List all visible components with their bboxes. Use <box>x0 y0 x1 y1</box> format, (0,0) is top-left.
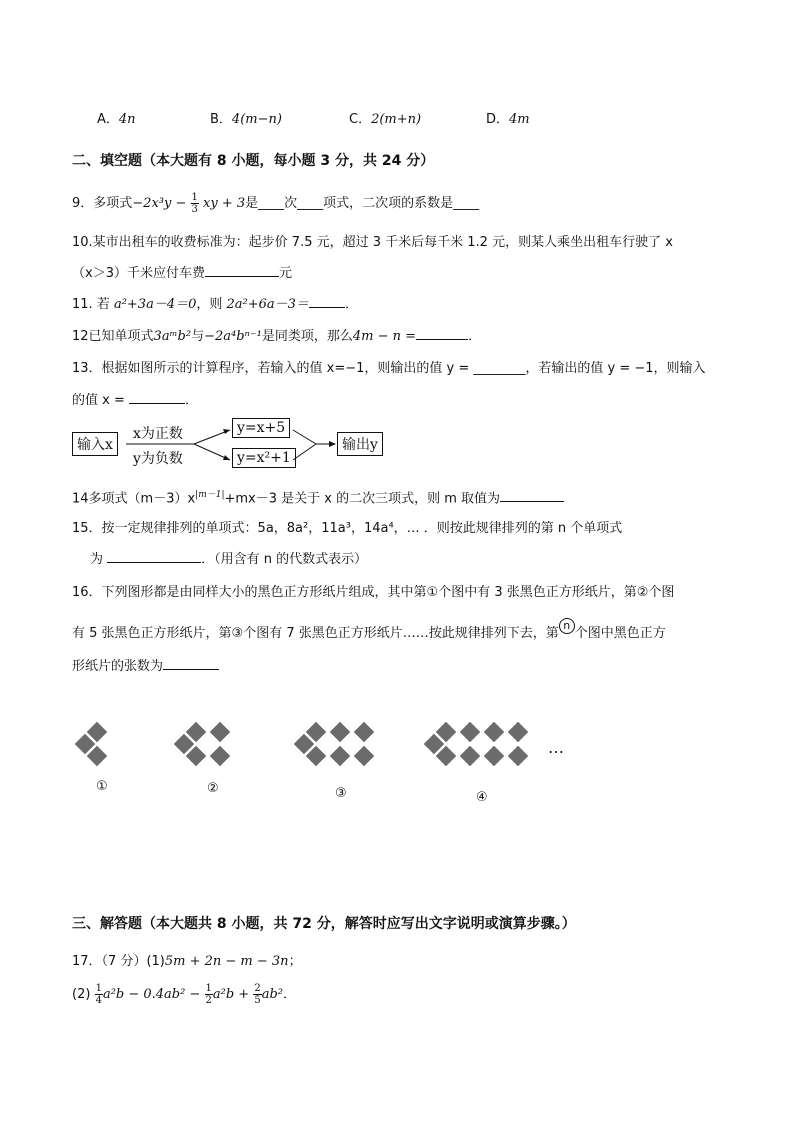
question-17-part2: (2) $\frac{1}{4}$ a²b − 0.4ab² − $\frac{1}{2}$ a²b + $\frac{2}{5}$ ab²． <box>72 983 297 1006</box>
answer-blank <box>107 550 201 563</box>
question-15-line2: 为 ．（用含有 n 的代数式表示） <box>90 552 368 567</box>
black-square-4 <box>459 721 481 743</box>
fraction: $\frac{1}{2}$ <box>205 983 212 1006</box>
flow-arrows <box>0 0 794 500</box>
choice-b: B．4(m−n) <box>210 112 282 127</box>
fraction: $\frac{1}{3}$ <box>191 192 198 215</box>
figure-label-2: ② <box>207 781 219 796</box>
question-13-line1: 13．根据如图所示的计算程序，若输入的值 x=−1，则输出的值 y = ________，若输出的值 y = −1，则输入 <box>72 361 706 376</box>
choice-d: D．4m <box>486 112 530 127</box>
flow-output-box: 输出y <box>337 432 383 456</box>
arrowhead-down <box>223 455 230 460</box>
question-15-line1: 15．按一定规律排列的单项式：5a，8a²，11a³，14a⁴，… ．则按此规律排列的第 n 个单项式 <box>72 521 623 536</box>
black-square-4 <box>483 721 505 743</box>
question-17-part1: 17．（7 分）(1)5m + 2n − m − 3n； <box>72 954 302 969</box>
question-16-line1: 16．下列图形都是由同样大小的黑色正方形纸片组成，其中第①个图中有 3 张黑色正方形纸片，第②个图 <box>72 585 675 600</box>
flow-line-merge-top <box>293 430 316 444</box>
question-14: 14多项式$(m-3)x^{|m-1|}+mx-3$ 是关于 x 的二次三项式，则 m 取值为 <box>72 487 564 506</box>
flow-cond-negative: y为负数 <box>133 451 183 467</box>
black-square-2 <box>209 745 231 767</box>
question-11: 11. 若 a²+3a－4＝0，则 2a²+6a－3＝ ． <box>72 297 358 312</box>
black-square-4 <box>507 721 529 743</box>
fraction: $\frac{1}{4}$ <box>95 983 102 1006</box>
choice-a: A．4n <box>97 112 136 127</box>
section-3-title: 三、解答题（本大题共 8 小题，共 72 分，解答时应写出文字说明或演算步骤。） <box>72 916 576 932</box>
circled-n: n <box>559 618 575 634</box>
figure-label-4: ④ <box>476 790 488 805</box>
black-square-3 <box>353 721 375 743</box>
answer-blank <box>500 489 564 502</box>
question-16-line3: 形纸片的张数为 <box>72 655 219 674</box>
question-13-line2: 的值 x = ． <box>72 393 198 408</box>
flow-branch-bottom: y=x²+1 <box>232 448 296 468</box>
answer-blank <box>163 657 219 670</box>
black-square-4 <box>459 745 481 767</box>
question-16-line2: 有 5 张黑色正方形纸片，第③个图有 7 张黑色正方形纸片……按此规律排列下去，第n个图中黑色正方 <box>72 619 666 641</box>
pattern-figures <box>0 700 794 790</box>
question-9: 9．多项式−2x³y − $\frac{1}{3}$ xy + 3是____次____项式，二次项的系数是____ <box>72 192 480 215</box>
flow-branch-top: y=x+5 <box>232 418 290 438</box>
question-10-line1: 10.某市出租车的收费标准为：起步价 7.5 元，超过 3 千米后每千米 1.2 元，则某人乘坐出租车行驶了 x <box>72 235 673 250</box>
arrowhead-out <box>329 441 336 447</box>
choice-c: C．2(m+n) <box>349 112 422 127</box>
question-10-line2: （x＞3）千米应付车费 元 <box>72 266 292 281</box>
black-square-4 <box>483 745 505 767</box>
figure-label-1: ① <box>96 779 108 794</box>
black-square-3 <box>329 745 351 767</box>
black-square-2 <box>209 721 231 743</box>
flow-input-box: 输入x <box>72 432 118 456</box>
figure-label-3: ③ <box>335 786 347 801</box>
flow-cond-positive: x为正数 <box>133 426 183 442</box>
figure-ellipsis: … <box>548 738 564 757</box>
arrowhead-up <box>223 429 230 434</box>
section-2-title: 二、填空题（本大题有 8 小题，每小题 3 分，共 24 分） <box>72 153 435 169</box>
flow-line-merge-bottom <box>293 444 316 460</box>
fraction: $\frac{2}{5}$ <box>254 983 261 1006</box>
question-12: 12已知单项式3aᵐb²与−2a⁴bⁿ⁻¹是同类项，那么4m − n = ． <box>72 329 482 344</box>
black-square-3 <box>329 721 351 743</box>
black-square-4 <box>507 745 529 767</box>
black-square-3 <box>353 745 375 767</box>
